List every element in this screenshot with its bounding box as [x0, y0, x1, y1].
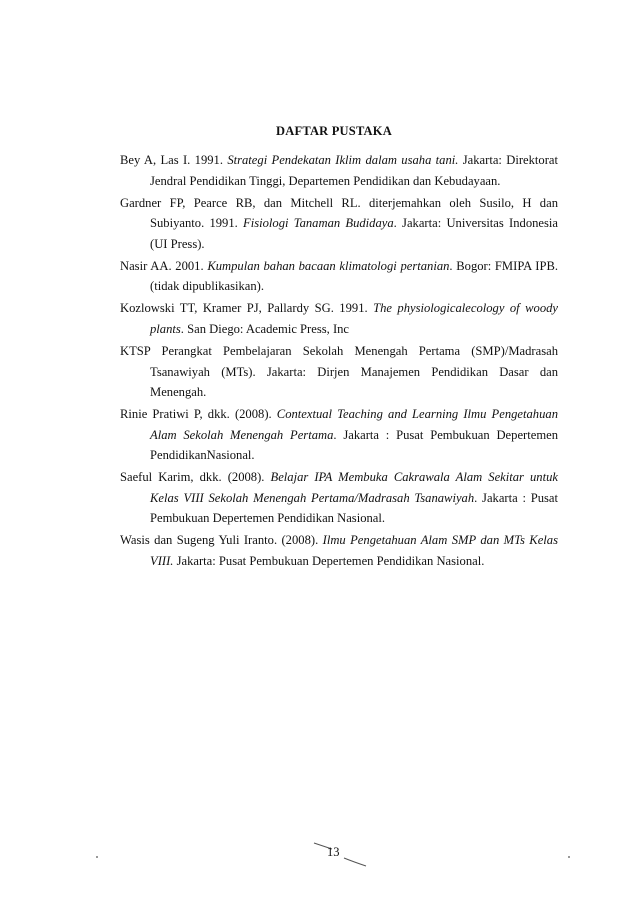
corner-mark	[96, 856, 98, 858]
reference-text: Bey A, Las I. 1991.	[120, 153, 228, 167]
reference-text: Jakarta: Pusat Pembukuan Depertemen Pendidikan Nasional.	[173, 554, 485, 569]
reference-text: Nasir AA. 2001.	[120, 258, 208, 273]
page-title: DAFTAR PUSTAKA	[276, 124, 392, 138]
reference-title: The physiologicalecology of woody plants	[150, 301, 558, 336]
reference-text: Rinie Pratiwi P, dkk. (2008).	[120, 407, 277, 422]
reference-text: . San Diego: Academic Press, Inc	[180, 321, 350, 336]
reference-text: . Jakarta : Pusat Pembukuan Depertemen Pendidikan Nasional.	[150, 490, 559, 526]
page-footer	[0, 838, 638, 878]
reference-entry	[120, 150, 558, 191]
reference-entry	[120, 467, 558, 529]
reference-entry	[120, 404, 558, 466]
reference-entry	[120, 341, 558, 403]
reference-text: . Jakarta: Universitas Indonesia (UI Press).	[150, 216, 558, 251]
reference-text: Jakarta: Direktorat Jendral Pendidikan Tinggi, Departemen Pendidikan dan Kebudayaan.	[150, 153, 558, 188]
reference-text: . Bogor: FMIPA IPB. (tidak dipublikasikan).	[150, 258, 558, 294]
reference-text: Kozlowski TT, Kramer PJ, Pallardy SG. 1991.	[120, 301, 374, 316]
reference-text: Saeful Karim, dkk. (2008).	[120, 470, 271, 485]
reference-title: Strategi Pendekatan Iklim dalam usaha tani.	[227, 153, 459, 167]
reference-entry	[120, 193, 558, 255]
reference-entry	[120, 298, 558, 339]
reference-text: . Jakarta : Pusat Pembukuan Depertemen PendidikanNasional.	[150, 427, 559, 463]
reference-title: Belajar IPA Membuka Cakrawala Alam Sekitar untuk Kelas VIII Sekolah Menengah Pertama/Madrasah Tsanawiyah	[150, 470, 558, 505]
reference-title: Fisiologi Tanaman Budidaya	[243, 216, 394, 231]
reference-entry	[120, 256, 558, 297]
corner-mark	[568, 856, 570, 858]
reference-title: Ilmu Pengetahuan Alam SMP dan MTs Kelas VIII.	[150, 533, 558, 569]
reference-title: Kumpulan bahan bacaan klimatologi pertanian	[207, 258, 450, 273]
reference-entry	[120, 530, 558, 571]
page-number: 13	[327, 845, 340, 859]
page-number-swoosh-icon	[310, 840, 370, 870]
reference-list	[120, 150, 558, 573]
reference-text: Gardner FP, Pearce RB, dan Mitchell RL. diterjemahkan oleh Susilo, H dan Subiyanto. 1991.	[120, 195, 558, 231]
reference-text: Wasis dan Sugeng Yuli Iranto. (2008).	[120, 533, 323, 548]
reference-title: Contextual Teaching and Learning Ilmu Pengetahuan Alam Sekolah Menengah Pertama	[150, 407, 558, 442]
reference-text: KTSP Perangkat Pembelajaran Sekolah Menengah Pertama (SMP)/Madrasah Tsanawiyah (MTs). Jakarta: Dirjen Manajemen Pendidikan Dasar dan Menengah.	[120, 343, 558, 400]
